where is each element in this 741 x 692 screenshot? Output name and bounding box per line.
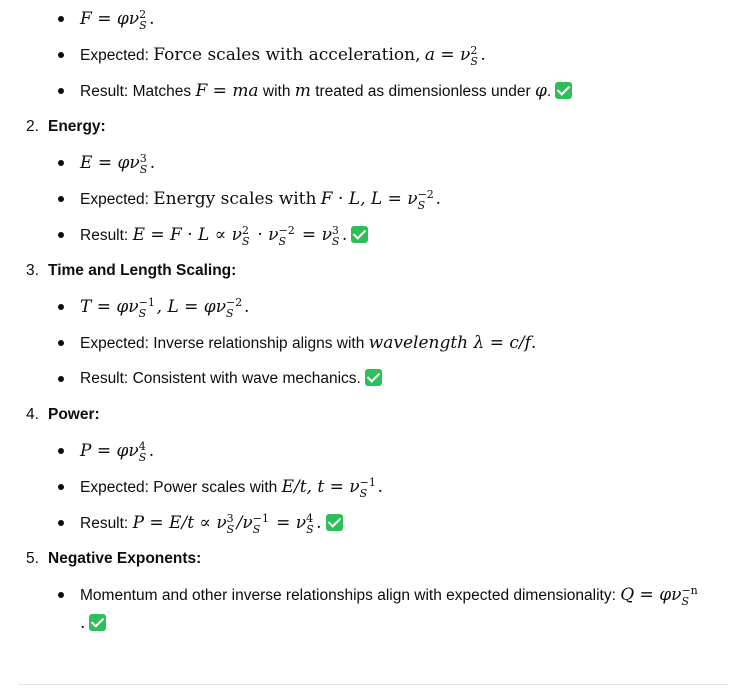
bullet-dot [58,484,64,490]
divider [18,684,728,685]
expected-energy: Expected: Energy scales with F · L, L = ν −2 S . [80,187,441,212]
expected-force: Expected: Force scales with acceleration, a = ν 2 S . [80,43,486,68]
check-mark-icon [365,369,382,386]
bullet-dot [58,592,64,598]
bullet-dot [58,52,64,58]
expected-time-length: Expected: Inverse relationship aligns with wavelength λ = c/f. [80,333,537,353]
check-mark-icon [89,614,106,631]
list-number: 3. [26,262,39,279]
check-mark-icon [351,226,368,243]
bullet-dot [58,448,64,454]
bullet-dot [58,196,64,202]
section-title-power: Power: [48,406,100,423]
bullet-dot [58,520,64,526]
list-number: 5. [26,550,39,567]
bullet-dot [58,340,64,346]
list-number: 4. [26,406,39,423]
bullet-dot [58,16,64,22]
section-title-negative-exponents: Negative Exponents: [48,550,202,567]
list-number: 2. [26,118,39,135]
bullet-dot [58,304,64,310]
result-time-length: Result: Consistent with wave mechanics. [80,367,382,391]
section-title-energy: Energy: [48,118,106,135]
formula-energy: E = φν 3 S . [80,151,156,176]
expected-power: Expected: Power scales with E/t, t = ν −1 S . [80,475,384,500]
result-force: Result: Matches F = ma with m treated as dimensionless under φ. [80,79,572,104]
result-energy: Result: E = F · L ∝ ν 2 S · ν −2 S = ν 3 S . [80,223,368,248]
section-title-time-length: Time and Length Scaling: [48,262,237,279]
bullet-dot [58,160,64,166]
result-power: Result: P = E/t ∝ ν 3 S /ν −1 S = ν 4 S . [80,511,343,536]
formula-power: P = φν 4 S . [80,439,155,464]
momentum-statement: Momentum and other inverse relationships align with expected dimensionality: Q = φν −n S [80,583,698,608]
formula-force: F = φν 2 S . [80,7,155,32]
check-mark-icon [555,82,572,99]
bullet-dot [58,376,64,382]
bullet-dot [58,88,64,94]
formula-time-length: T = φν −1 S , L = φν −2 S . [80,295,250,320]
bullet-dot [58,232,64,238]
momentum-statement-end: . [80,611,106,636]
check-mark-icon [326,514,343,531]
